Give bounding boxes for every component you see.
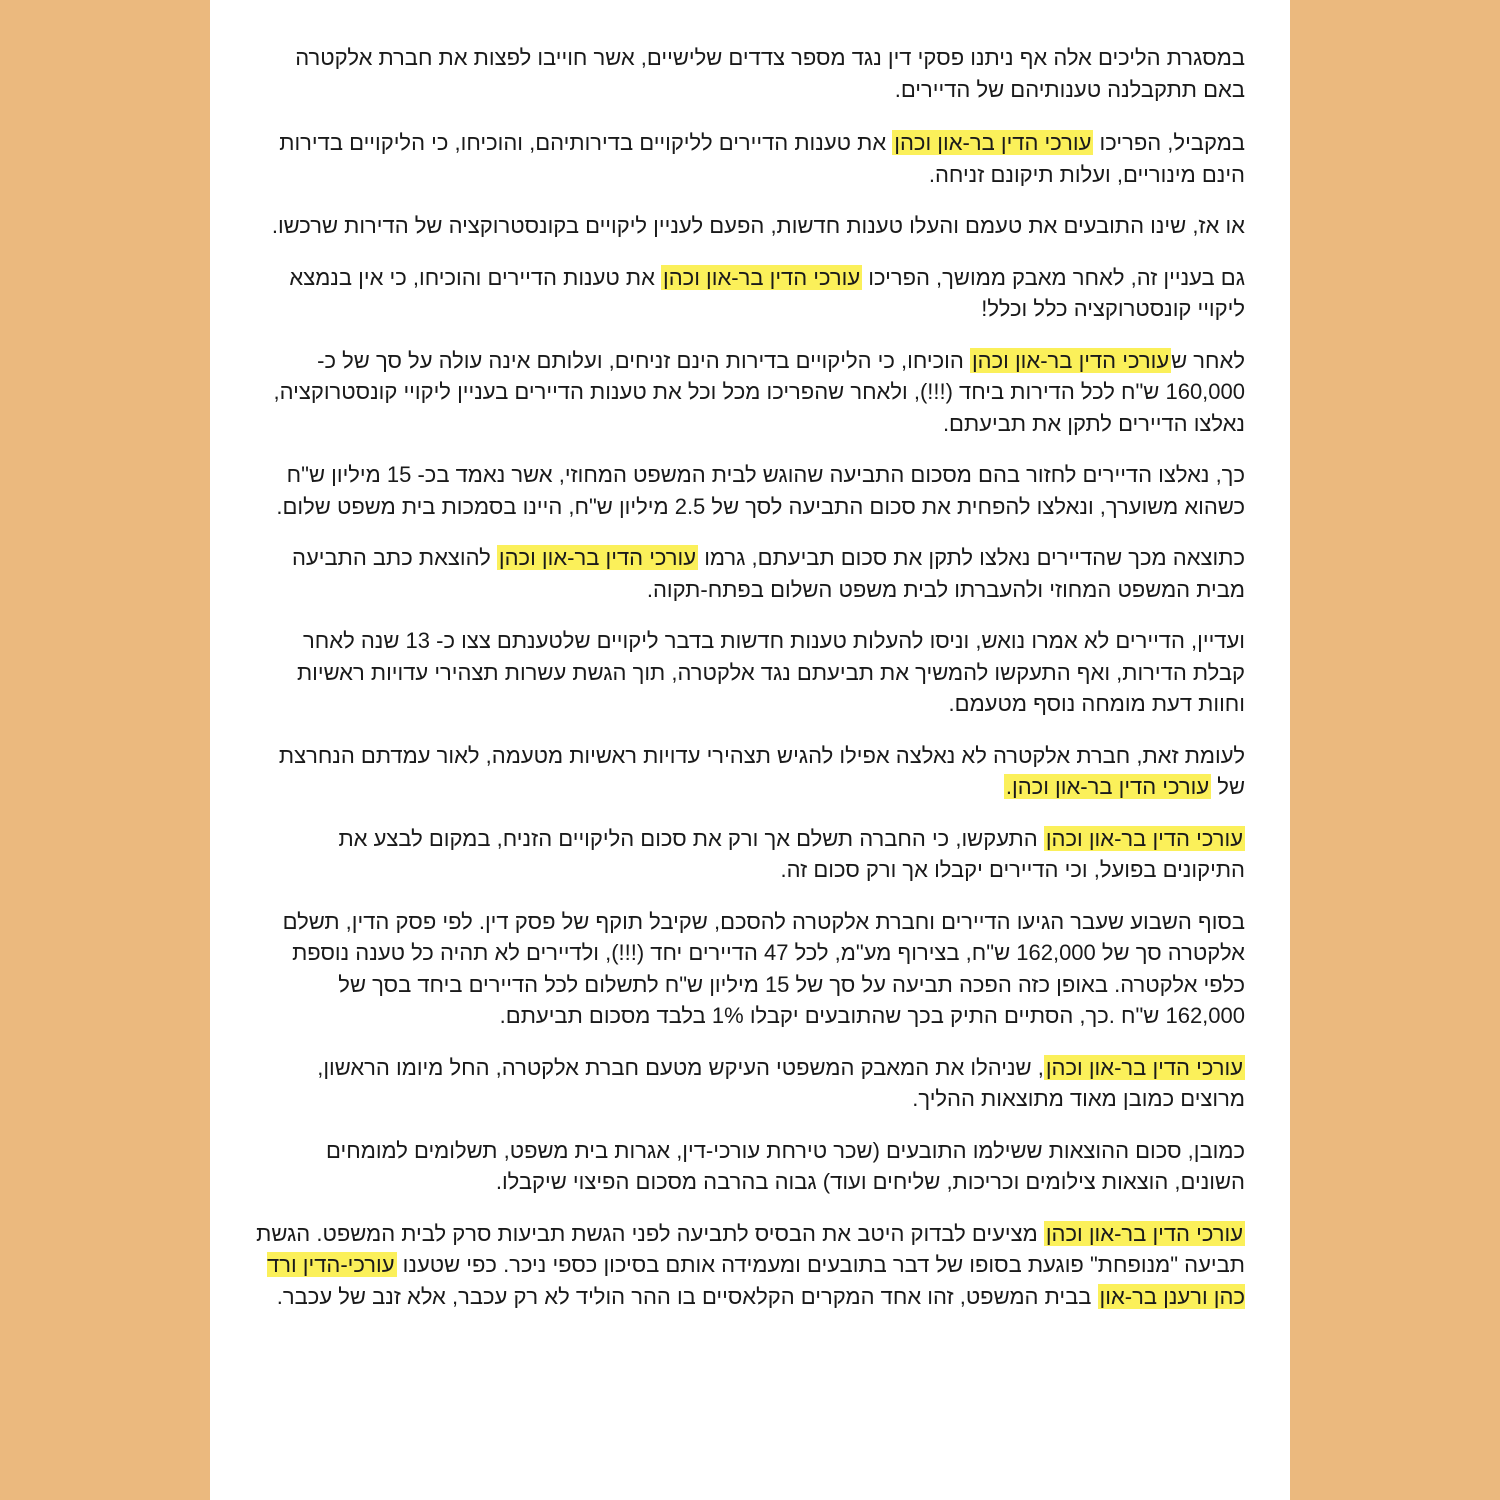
paragraph <box>255 262 1245 325</box>
paragraph <box>255 345 1245 440</box>
highlighted-lawyer-names: עורכי הדין בר-און וכהן <box>894 130 1092 155</box>
text-run: לעומת זאת, חברת אלקטרה לא נאלצה אפילו להגיש תצהירי עדויות ראשיות מטעמה, לאור עמדתם הנחרצת של <box>278 742 1245 799</box>
highlighted-lawyer-names: עורכי הדין בר-און וכהן <box>1045 825 1243 851</box>
text-run: , שניהלו את המאבק המשפטי העיקש מטעם חברת אלקטרה, החל מיומו הראשון, מרוצים כמובן מאוד מתוצאות ההליך. <box>317 1054 1245 1111</box>
paragraph <box>255 210 1245 242</box>
text-run: מציעים לבדוק היטב את הבסיס לתביעה לפני הגשת תביעות סרק לבית המשפט. הגשת תביעה "מנופחת" פוגעת בסופו של דבר בתובעים ומעמידה אותם בסיכון כספי ניכר. כפי שטענו <box>256 1220 1245 1277</box>
highlighted-lawyer-names: עורכי-הדין ורד כהן ורענן בר-און <box>267 1252 1245 1309</box>
highlighted-lawyer-names: עורכי הדין בר-און וכהן <box>1045 1054 1243 1080</box>
highlighted-lawyer-names: עורכי הדין בר-און וכהן <box>971 347 1170 373</box>
text-run: כך, נאלצו הדיירים לחזור בהם מסכום התביעה שהוגש לבית המשפט המחוזי, אשר נאמד בכ- 15 מיליון ש"ח כשהוא משוערך, ונאלצו להפחית את סכום התביעה לסך של 2.5 מיליון ש"ח, היינו בסמכות בית משפט שלום. <box>276 462 1245 519</box>
paragraph <box>255 127 1245 190</box>
text-run: בסוף השבוע שעבר הגיעו הדיירים וחברת אלקטרה להסכם, שקיבל תוקף של פסק דין. לפי פסק הדין, תשלם אלקטרה סך של 162,000 ש"ח, בצירוף מע"מ, לכל 47 הדיירים יחד (!!!), ולדיירים לא תהיה כל טענה נוספת כלפי אלקטרה. באופן כזה הפכה תביעה על סך של 15 מיליון ש"ח לתשלום לכל הדיירים ביחד בסך של 162,000 ש"ח .כך, הסתיים התיק בכך שהתובעים יקבלו 1% בלבד מסכום תביעתם. <box>282 908 1245 1028</box>
text-run: התעקשו, כי החברה תשלם אך ורק את סכום הליקויים הזניח, במקום לבצע את התיקונים בפועל, וכי הדיירים יקבלו אך ורק סכום זה. <box>338 825 1245 882</box>
highlighted-lawyer-names: עורכי הדין בר-און וכהן <box>663 264 861 290</box>
text-run: את טענות הדיירים לליקויים בדירותיהם, והוכיחו, כי הליקויים בדירות הינם מינוריים, ועלות תיקונם זניחה. <box>279 130 1245 187</box>
paragraph <box>255 1052 1245 1115</box>
text-run: לאחר ש <box>1171 347 1245 373</box>
paragraph <box>255 42 1245 105</box>
highlighted-lawyer-names: עורכי הדין בר-און וכהן <box>1045 1220 1243 1246</box>
paragraph <box>255 1218 1245 1313</box>
paragraph <box>255 1135 1245 1198</box>
paragraph <box>255 823 1245 886</box>
text-run: הוכיחו, כי הליקויים בדירות הינם זניחים, ועלותם אינה עולה על סך של כ- 160,000 ש"ח לכל הדירות ביחד (!!!), ולאחר שהפריכו מכל וכל את טענות הדיירים בעניין ליקויי קונסטרוקציה, נאלצו הדיירים לתקן את תביעתם. <box>273 347 1245 436</box>
text-run: כתוצאה מכך שהדיירים נאלצו לתקן את סכום תביעתם, גרמו <box>698 545 1245 570</box>
text-run: ועדיין, הדיירים לא אמרו נואש, וניסו להעלות טענות חדשות בדבר ליקויים שלטענתם צצו כ- 13 שנה לאחר קבלת הדירות, ואף התעקשו להמשיך את תביעתם נגד אלקטרה, תוך הגשת עשרות תצהירי עדויות ראשיות וחוות דעת מומחה נוסף מטעמם. <box>296 628 1245 716</box>
text-run: או אז, שינו התובעים את טעמם והעלו טענות חדשות, הפעם לעניין ליקויים בקונסטרוקציה של הדירות שרכשו. <box>271 213 1245 238</box>
document-page <box>210 0 1290 1500</box>
text-run: כמובן, סכום ההוצאות ששילמו התובעים (שכר טירחת עורכי-דין, אגרות בית משפט, תשלומים למומחים השונים, הוצאות צילומים וכריכות, שליחים ועוד) גבוה בהרבה מסכום הפיצוי שיקבלו. <box>326 1137 1245 1194</box>
highlighted-lawyer-names: עורכי הדין בר-און וכהן. <box>1005 774 1210 799</box>
text-run: את טענות הדיירים והוכיחו, כי אין בנמצא ליקויי קונסטרוקציה כלל וכלל! <box>289 264 1245 321</box>
text-run: בבית המשפט, זהו אחד המקרים הקלאסיים בו ההר הוליד לא רק עכבר, אלא זנב של עכבר. <box>276 1283 1098 1309</box>
text-run: במסגרת הליכים אלה אף ניתנו פסקי דין נגד מספר צדדים שלישיים, אשר חוייבו לפצות את חברת אלקטרה באם תתקבלנה טענותיהם של הדיירים. <box>295 45 1245 102</box>
text-run: במקביל, הפריכו <box>1093 130 1245 155</box>
paragraph <box>255 625 1245 720</box>
text-run: גם בעניין זה, לאחר מאבק ממושך, הפריכו <box>862 264 1245 290</box>
paragraph <box>255 740 1245 803</box>
highlighted-lawyer-names: עורכי הדין בר-און וכהן <box>498 545 697 570</box>
paragraph <box>255 542 1245 605</box>
paragraph <box>255 906 1245 1032</box>
paragraph <box>255 459 1245 522</box>
text-run: להוצאת כתב התביעה מבית המשפט המחוזי ולהעברתו לבית משפט השלום בפתח-תקוה. <box>292 545 1245 602</box>
